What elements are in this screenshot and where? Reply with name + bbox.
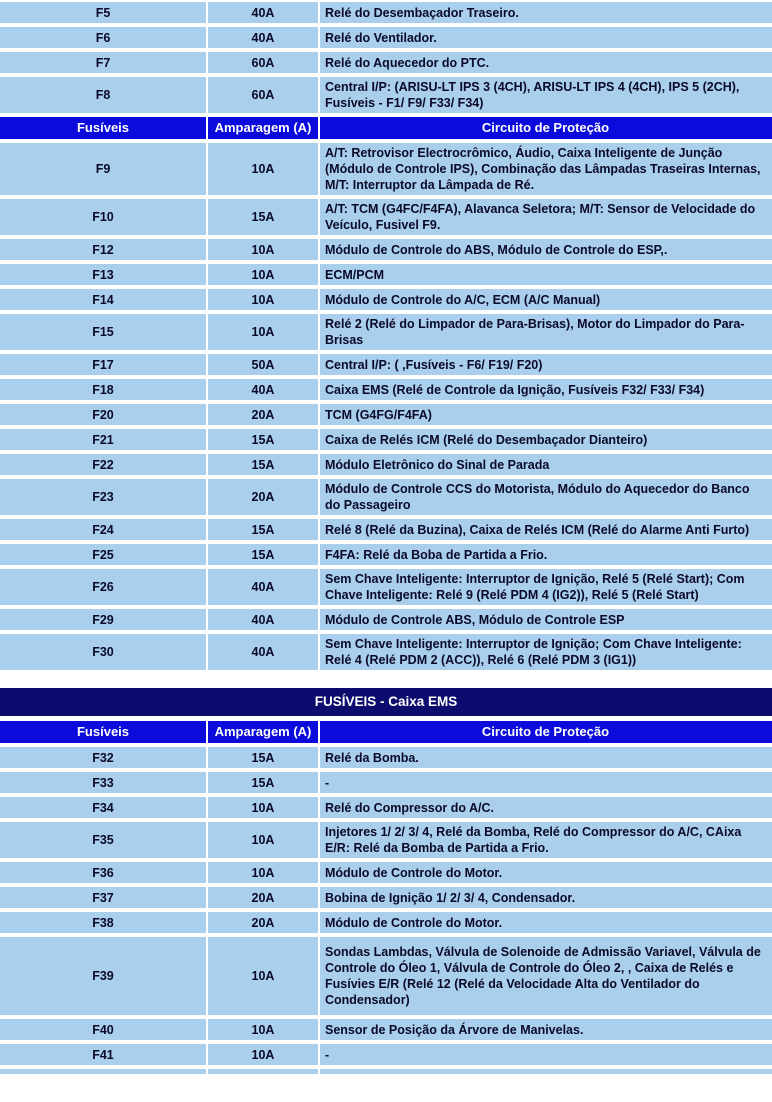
fuse-circuit: Módulo de Controle do A/C, ECM (A/C Manual): [320, 289, 772, 310]
fuse-id: F9: [0, 143, 206, 195]
row-f34: [0, 797, 772, 818]
fuse-id: F17: [0, 354, 206, 375]
fuse-id: F7: [0, 52, 206, 73]
row-f6: [0, 27, 772, 48]
fuse-amperage: 10A: [208, 314, 318, 350]
fuse-amperage: 15A: [208, 199, 318, 235]
fuse-id: F38: [0, 912, 206, 933]
fuse-amperage: 10A: [208, 289, 318, 310]
table-header: [0, 721, 772, 743]
fuse-id: F30: [0, 634, 206, 670]
fuse-circuit: Módulo de Controle do Motor.: [320, 862, 772, 883]
fuse-circuit: Relé do Ventilador.: [320, 27, 772, 48]
fuse-circuit: Relé 2 (Relé do Limpador de Para-Brisas), Motor do Limpador do Para-Brisas: [320, 314, 772, 350]
row-f40: [0, 1019, 772, 1040]
row-f5: [0, 2, 772, 23]
fuse-amperage: 15A: [208, 747, 318, 768]
row-f14: [0, 289, 772, 310]
fuse-amperage: 10A: [208, 239, 318, 260]
fuse-id: F5: [0, 2, 206, 23]
fuse-id: F20: [0, 404, 206, 425]
fuse-amperage: 50A: [208, 354, 318, 375]
row-f12: [0, 239, 772, 260]
fuse-amperage: 15A: [208, 454, 318, 475]
fuse-amperage: 40A: [208, 634, 318, 670]
fuse-id: F14: [0, 289, 206, 310]
fuse-amperage: [208, 1069, 318, 1074]
row-f17: [0, 354, 772, 375]
fuse-amperage: 20A: [208, 887, 318, 908]
row-f29: [0, 609, 772, 630]
fuse-id: F24: [0, 519, 206, 540]
column-header-amperage: Amparagem (A): [208, 721, 318, 743]
fuse-circuit: Caixa de Relés ICM (Relé do Desembaçador Dianteiro): [320, 429, 772, 450]
table-header: [0, 117, 772, 139]
row-f24: [0, 519, 772, 540]
ems-table-title: FUSÍVEIS - Caixa EMS: [0, 688, 772, 716]
fuse-id: F32: [0, 747, 206, 768]
fuse-amperage: 40A: [208, 379, 318, 400]
fuse-id: F34: [0, 797, 206, 818]
fuse-amperage: 10A: [208, 1044, 318, 1065]
fuse-circuit: Injetores 1/ 2/ 3/ 4, Relé da Bomba, Relé do Compressor do A/C, CAixa E/R: Relé da Bomba de Partida a Frio.: [320, 822, 772, 858]
fuse-id: F12: [0, 239, 206, 260]
fuse-id: F39: [0, 937, 206, 1015]
fuse-amperage: 10A: [208, 1019, 318, 1040]
fuse-id: F18: [0, 379, 206, 400]
column-header-fuses: Fusíveis: [0, 117, 206, 139]
fuse-amperage: 40A: [208, 609, 318, 630]
row-partial-cutoff: [0, 1069, 772, 1074]
fuse-amperage: 20A: [208, 404, 318, 425]
row-f20: [0, 404, 772, 425]
fuse-amperage: 10A: [208, 862, 318, 883]
fuse-amperage: 40A: [208, 27, 318, 48]
row-f37: [0, 887, 772, 908]
fuse-id: F26: [0, 569, 206, 605]
row-f36: [0, 862, 772, 883]
fuse-id: F21: [0, 429, 206, 450]
fuse-circuit: A/T: TCM (G4FC/F4FA), Alavanca Seletora; M/T: Sensor de Velocidade do Veículo, Fusivel F9.: [320, 199, 772, 235]
fuse-circuit: Módulo de Controle do ABS, Módulo de Controle do ESP,.: [320, 239, 772, 260]
fuse-table-main: [0, 2, 772, 670]
row-f8: [0, 77, 772, 113]
fuse-circuit: F4FA: Relé da Boba de Partida a Frio.: [320, 544, 772, 565]
fuse-circuit: Relé da Bomba.: [320, 747, 772, 768]
row-f41: [0, 1044, 772, 1065]
column-header-circuit: Circuito de Proteção: [320, 721, 772, 743]
fuse-circuit: Sem Chave Inteligente: Interruptor de Ignição, Relé 5 (Relé Start); Com Chave Inteligente: Relé 9 (Relé PDM 4 (IG2)), Relé 5 (Relé Start): [320, 569, 772, 605]
fuse-circuit: Relé 8 (Relé da Buzina), Caixa de Relés ICM (Relé do Alarme Anti Furto): [320, 519, 772, 540]
fuse-amperage: 20A: [208, 912, 318, 933]
fuse-amperage: 15A: [208, 519, 318, 540]
fuse-circuit: ECM/PCM: [320, 264, 772, 285]
fuse-id: F33: [0, 772, 206, 793]
column-header-fuses: Fusíveis: [0, 721, 206, 743]
fuse-circuit: -: [320, 1044, 772, 1065]
fuse-id: F40: [0, 1019, 206, 1040]
fuse-circuit: Módulo de Controle CCS do Motorista, Módulo do Aquecedor do Banco do Passageiro: [320, 479, 772, 515]
fuse-circuit: Sensor de Posição da Árvore de Manivelas.: [320, 1019, 772, 1040]
fuse-id: F8: [0, 77, 206, 113]
fuse-id: F37: [0, 887, 206, 908]
fuse-circuit: Sondas Lambdas, Válvula de Solenoide de Admissão Variavel, Válvula de Controle do Óleo 1, Válvula de Controle do Óleo 2, , Caixa de Relés e Fusívies E/R (Relé 12 (Relé da Velocidade Alta do Ventilador do Condensador): [320, 937, 772, 1015]
fuse-amperage: 10A: [208, 937, 318, 1015]
fuse-circuit: Módulo de Controle ABS, Módulo de Controle ESP: [320, 609, 772, 630]
fuse-id: [0, 1069, 206, 1074]
fuse-circuit: TCM (G4FG/F4FA): [320, 404, 772, 425]
fuse-id: F15: [0, 314, 206, 350]
fuse-id: F13: [0, 264, 206, 285]
fuse-circuit: A/T: Retrovisor Electrocrômico, Áudio, Caixa Inteligente de Junção (Módulo de Controle IPS), Combinação das Lâmpadas Traseiras Internas, M/T: Interruptor da Lâmpada de Ré.: [320, 143, 772, 195]
fuse-amperage: 10A: [208, 264, 318, 285]
row-f25: [0, 544, 772, 565]
fuse-id: F36: [0, 862, 206, 883]
fuse-circuit: Sem Chave Inteligente: Interruptor de Ignição; Com Chave Inteligente: Relé 4 (Relé PDM 2 (ACC)), Relé 6 (Relé PDM 3 (IG1)): [320, 634, 772, 670]
fuse-circuit: Relé do Compressor do A/C.: [320, 797, 772, 818]
fuse-id: F41: [0, 1044, 206, 1065]
row-f21: [0, 429, 772, 450]
row-f13: [0, 264, 772, 285]
column-header-amperage: Amparagem (A): [208, 117, 318, 139]
fuse-amperage: 10A: [208, 143, 318, 195]
fuse-circuit: -: [320, 772, 772, 793]
column-header-circuit: Circuito de Proteção: [320, 117, 772, 139]
fuse-amperage: 10A: [208, 822, 318, 858]
row-f39: [0, 937, 772, 1015]
row-f33: [0, 772, 772, 793]
fuse-table-ems: [0, 688, 772, 1074]
fuse-circuit: Módulo de Controle do Motor.: [320, 912, 772, 933]
fuse-circuit: Relé do Desembaçador Traseiro.: [320, 2, 772, 23]
fuse-id: F23: [0, 479, 206, 515]
row-f32: [0, 747, 772, 768]
row-f38: [0, 912, 772, 933]
fuse-circuit: Relé do Aquecedor do PTC.: [320, 52, 772, 73]
fuse-circuit: Módulo Eletrônico do Sinal de Parada: [320, 454, 772, 475]
row-f10: [0, 199, 772, 235]
fuse-circuit: Central I/P: ( ,Fusíveis - F6/ F19/ F20): [320, 354, 772, 375]
fuse-id: F6: [0, 27, 206, 48]
fuse-circuit: Central I/P: (ARISU-LT IPS 3 (4CH), ARISU-LT IPS 4 (4CH), IPS 5 (2CH), Fusíveis - F1/ F9/ F33/ F34): [320, 77, 772, 113]
ems-table-title-row: [0, 688, 772, 716]
fuse-amperage: 60A: [208, 77, 318, 113]
row-f9: [0, 143, 772, 195]
row-f26: [0, 569, 772, 605]
fuse-amperage: 60A: [208, 52, 318, 73]
row-f35: [0, 822, 772, 858]
fuse-id: F22: [0, 454, 206, 475]
fuse-amperage: 15A: [208, 544, 318, 565]
fuse-amperage: 15A: [208, 772, 318, 793]
row-f22: [0, 454, 772, 475]
fuse-amperage: 15A: [208, 429, 318, 450]
row-f7: [0, 52, 772, 73]
row-f30: [0, 634, 772, 670]
fuse-circuit: Caixa EMS (Relé de Controle da Ignição, Fusíveis F32/ F33/ F34): [320, 379, 772, 400]
fuse-amperage: 10A: [208, 797, 318, 818]
fuse-amperage: 40A: [208, 569, 318, 605]
fuse-id: F35: [0, 822, 206, 858]
table-gap: [0, 674, 772, 688]
fuse-id: F10: [0, 199, 206, 235]
fuse-id: F29: [0, 609, 206, 630]
fuse-circuit: [320, 1069, 772, 1074]
fuse-id: F25: [0, 544, 206, 565]
row-f18: [0, 379, 772, 400]
row-f23: [0, 479, 772, 515]
fuse-amperage: 20A: [208, 479, 318, 515]
row-f15: [0, 314, 772, 350]
fuse-circuit: Bobina de Ignição 1/ 2/ 3/ 4, Condensador.: [320, 887, 772, 908]
fuse-amperage: 40A: [208, 2, 318, 23]
